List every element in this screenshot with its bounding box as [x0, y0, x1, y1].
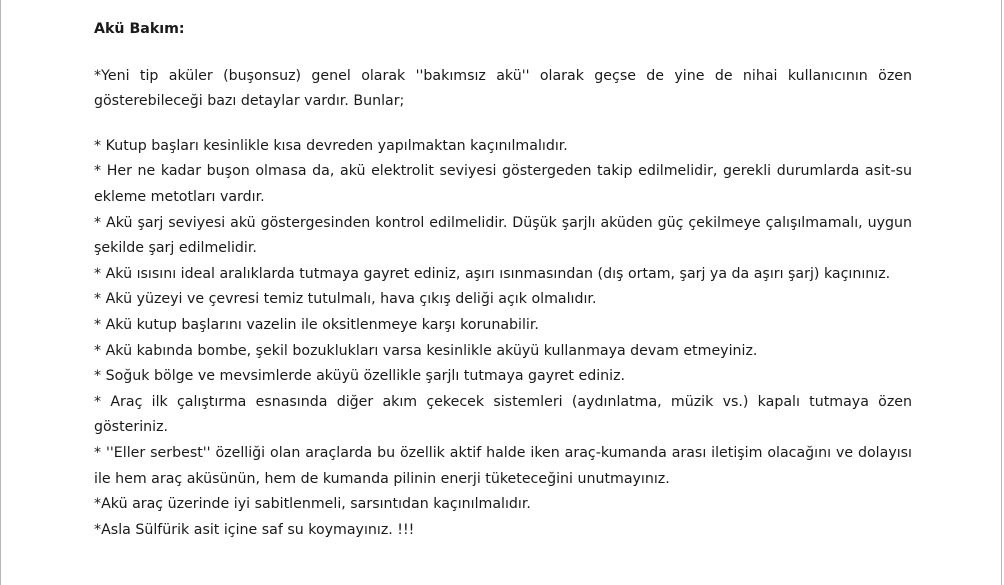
list-item: *Asla Sülfürik asit içine saf su koymayınız. !!!	[94, 521, 415, 538]
document-title: Akü Bakım:	[94, 21, 185, 37]
list-item: * Akü kabında bombe, şekil bozuklukları varsa kesinlikle aküyü kullanmaya devam etmeyiniz.	[94, 342, 758, 359]
list-item: * Her ne kadar buşon olmasa da, akü elektrolit seviyesi göstergeden takip edilmelidir, gerekli durumlarda asit-su ekleme metotları vardır.	[94, 163, 912, 205]
list-item: * Akü yüzeyi ve çevresi temiz tutulmalı, hava çıkış deliği açık olmalıdır.	[94, 291, 597, 308]
list-item: * Akü ısısını ideal aralıklarda tutmaya gayret ediniz, aşırı ısınmasından (dış ortam, şarj ya da aşırı şarj) kaçınınız.	[94, 265, 891, 282]
list-item: * ''Eller serbest'' özelliği olan araçlarda bu özellik aktif halde iken araç-kumanda arası iletişim olacağını ve dolayısı ile hem araç aküsünün, hem de kumanda pilinin enerji tüketeceğini unutmayınız.	[94, 444, 912, 487]
document-content	[94, 17, 912, 543]
list-item: *Akü araç üzerinde iyi sabitlenmeli, sarsıntıdan kaçınılmalıdır.	[94, 496, 531, 513]
list-item: * Soğuk bölge ve mevsimlerde aküyü özellikle şarjlı tutmaya gayret ediniz.	[94, 368, 626, 385]
intro-paragraph: *Yeni tip aküler (buşonsuz) genel olarak ''bakımsız akü'' olarak geçse de yine de nihai kullanıcının özen gösterebileceği bazı detaylar vardır. Bunlar;	[94, 67, 912, 110]
list-item: * Akü şarj seviyesi akü göstergesinden kontrol edilmelidir. Düşük şarjlı aküden güç çekilmeye çalışılmamalı, uygun şekilde şarj edilmelidir.	[94, 214, 912, 257]
list-item: * Araç ilk çalıştırma esnasında diğer akım çekecek sistemleri (aydınlatma, müzik vs.) kapalı tutmaya özen gösteriniz.	[94, 393, 912, 436]
list-item: * Kutup başları kesinlikle kısa devreden yapılmaktan kaçınılmalıdır.	[94, 137, 568, 154]
list-item: * Akü kutup başlarını vazelin ile oksitlenmeye karşı korunabilir.	[94, 316, 539, 333]
